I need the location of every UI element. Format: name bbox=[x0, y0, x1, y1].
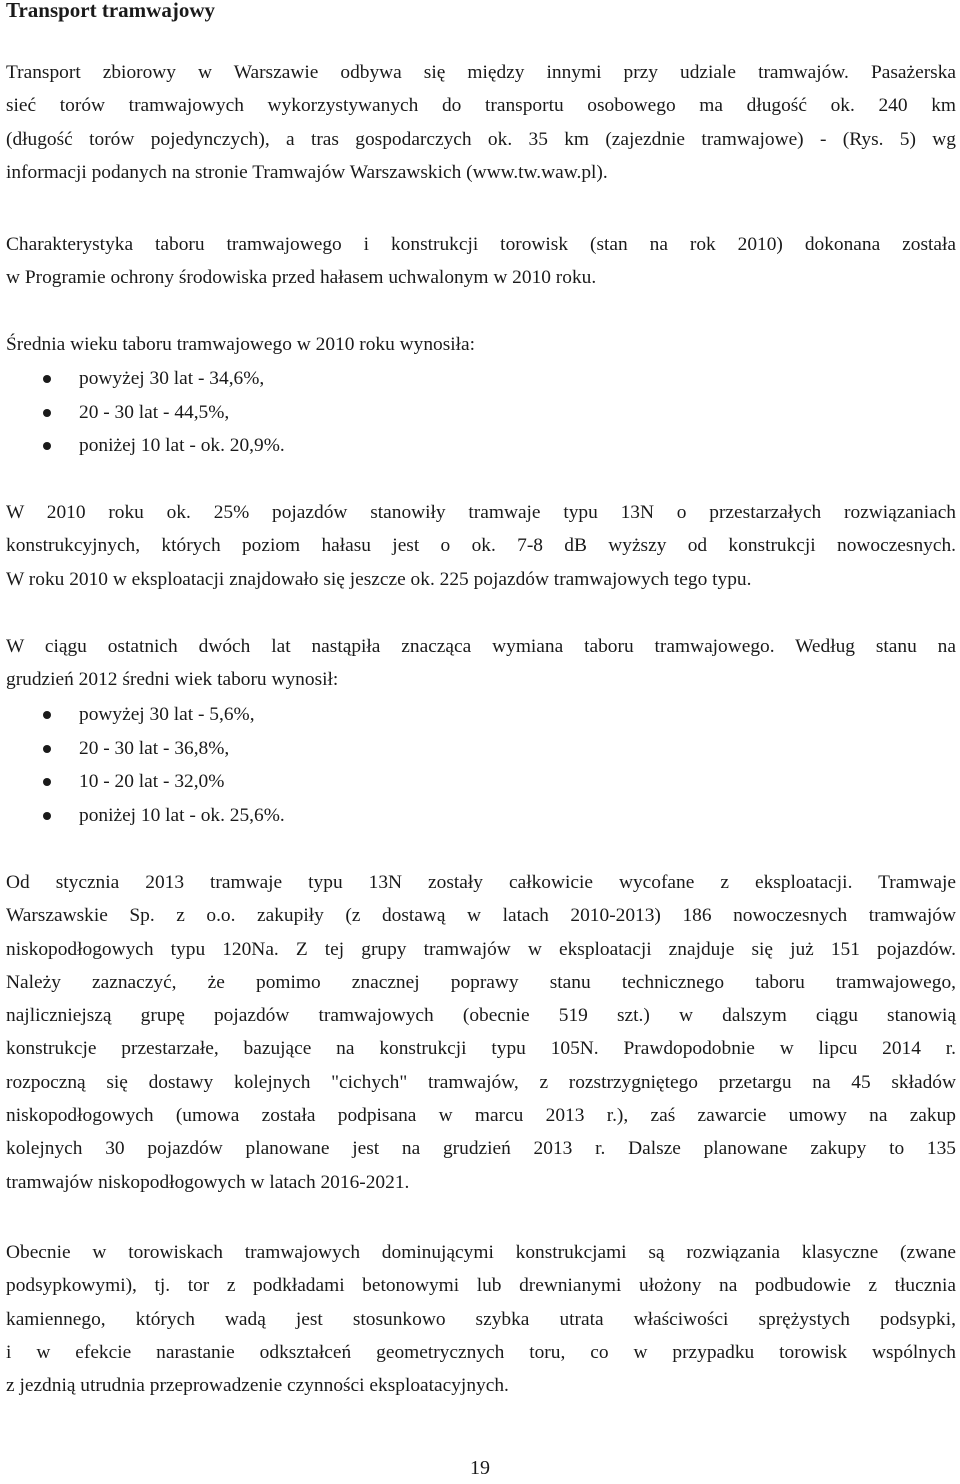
text-line: Średnia wieku taboru tramwajowego w 2010 roku wynosiła: bbox=[6, 334, 476, 355]
text-line: grudzień 2012 średni wiek taboru wynosił: bbox=[6, 669, 339, 691]
text-line: Należy zaznaczyć, że pomimo znacznej poprawy stanu technicznego taboru tramwajowego, bbox=[6, 971, 956, 993]
text-line: Obecnie w torowiskach tramwajowych dominującymi konstrukcjami są rozwiązania klasyczne (zwane bbox=[6, 1242, 956, 1263]
text-line: konstrukcje przestarzałe, bazujące na konstrukcji typu 105N. Prawdopodobnie w lipcu 2014 r. bbox=[6, 1038, 956, 1060]
paragraph-13n-withdrawal bbox=[6, 866, 956, 1199]
list-item: poniżej 10 lat - ok. 25,6%. bbox=[6, 799, 285, 833]
text-line: najliczniejszą grupę pojazdów tramwajowych (obecnie 519 szt.) w dalszym ciągu stanowią bbox=[6, 1005, 956, 1027]
page-number: 19 bbox=[470, 1457, 490, 1479]
text-line: (długość torów pojedynczych), a tras gospodarczych ok. 35 km (zajezdnie tramwajowe) - (Rys. 5) wg bbox=[6, 128, 956, 150]
age-list-2012 bbox=[6, 698, 285, 832]
section-heading: Transport tramwajowy bbox=[6, 0, 215, 22]
text-line: Charakterystyka taboru tramwajowego i konstrukcji torowisk (stan na rok 2010) dokonana została bbox=[6, 234, 956, 255]
paragraph-trackbeds bbox=[6, 1236, 956, 1402]
text-line: W ciągu ostatnich dwóch lat nastąpiła znacząca wymiana taboru tramwajowego. Według stanu na bbox=[6, 636, 956, 657]
text-line: podsypkowymi), tj. tor z podkładami betonowymi lub drewnianymi ułożony na podbudowie z tłucznia bbox=[6, 1275, 956, 1297]
list-item: powyżej 30 lat - 5,6%, bbox=[6, 698, 285, 732]
list-item: 10 - 20 lat - 32,0% bbox=[6, 765, 285, 799]
text-line: W 2010 roku ok. 25% pojazdów stanowiły tramwaje typu 13N o przestarzałych rozwiązaniach bbox=[6, 502, 956, 523]
text-line: informacji podanych na stronie Tramwajów Warszawskich (www.tw.waw.pl). bbox=[6, 161, 608, 183]
paragraph-intro bbox=[6, 56, 956, 189]
text-line: kamiennego, których wadą jest stosunkowo szybka utrata właściwości sprężystych podsypki, bbox=[6, 1308, 956, 1330]
text-line: z jezdnią utrudnia przeprowadzenie czynności eksploatacyjnych. bbox=[6, 1375, 509, 1397]
text-line: tramwajów niskopodłogowych w latach 2016-2021. bbox=[6, 1171, 410, 1193]
paragraph-characteristics bbox=[6, 228, 956, 295]
age-list-2010 bbox=[6, 362, 285, 463]
text-line: sieć torów tramwajowych wykorzystywanych do transportu osobowego ma długość ok. 240 km bbox=[6, 95, 956, 117]
list-item: powyżej 30 lat - 34,6%, bbox=[6, 362, 285, 396]
text-line: rozpoczną się dostawy kolejnych "cichych" tramwajów, z rozstrzygniętego przetargu na 45 składów bbox=[6, 1071, 956, 1093]
text-line: i w efekcie narastanie odkształceń geometrycznych toru, co w przypadku torowisk wspólnych bbox=[6, 1341, 956, 1363]
text-line: niskopodłogowych (umowa została podpisana w marcu 2013 r.), zaś zawarcie umowy na zakup bbox=[6, 1105, 956, 1127]
text-line: Warszawskie Sp. z o.o. zakupiły (z dostawą w latach 2010-2013) 186 nowoczesnych tramwajów bbox=[6, 905, 956, 927]
list-item: 20 - 30 lat - 36,8%, bbox=[6, 732, 285, 766]
text-line: W roku 2010 w eksploatacji znajdowało się jeszcze ok. 225 pojazdów tramwajowych tego typu. bbox=[6, 568, 752, 590]
text-line: konstrukcyjnych, których poziom hałasu jest o ok. 7-8 dB wyższy od konstrukcji nowoczesnych. bbox=[6, 535, 956, 557]
paragraph-fleet-renewal bbox=[6, 630, 956, 697]
paragraph-13n-2010 bbox=[6, 496, 956, 596]
paragraph-age-2010-intro bbox=[6, 328, 956, 361]
text-line: w Programie ochrony środowiska przed hałasem uchwalonym w 2010 roku. bbox=[6, 267, 597, 289]
list-item: poniżej 10 lat - ok. 20,9%. bbox=[6, 429, 285, 463]
text-line: kolejnych 30 pojazdów planowane jest na grudzień 2013 r. Dalsze planowane zakupy to 135 bbox=[6, 1138, 956, 1160]
text-line: Od stycznia 2013 tramwaje typu 13N zostały całkowicie wycofane z eksploatacji. Tramwaje bbox=[6, 872, 956, 893]
list-item: 20 - 30 lat - 44,5%, bbox=[6, 396, 285, 430]
text-line: Transport zbiorowy w Warszawie odbywa się między innymi przy udziale tramwajów. Pasażerska bbox=[6, 62, 956, 83]
text-line: niskopodłogowych typu 120Na. Z tej grupy tramwajów w eksploatacji znajduje się już 151 pojazdów. bbox=[6, 938, 956, 960]
